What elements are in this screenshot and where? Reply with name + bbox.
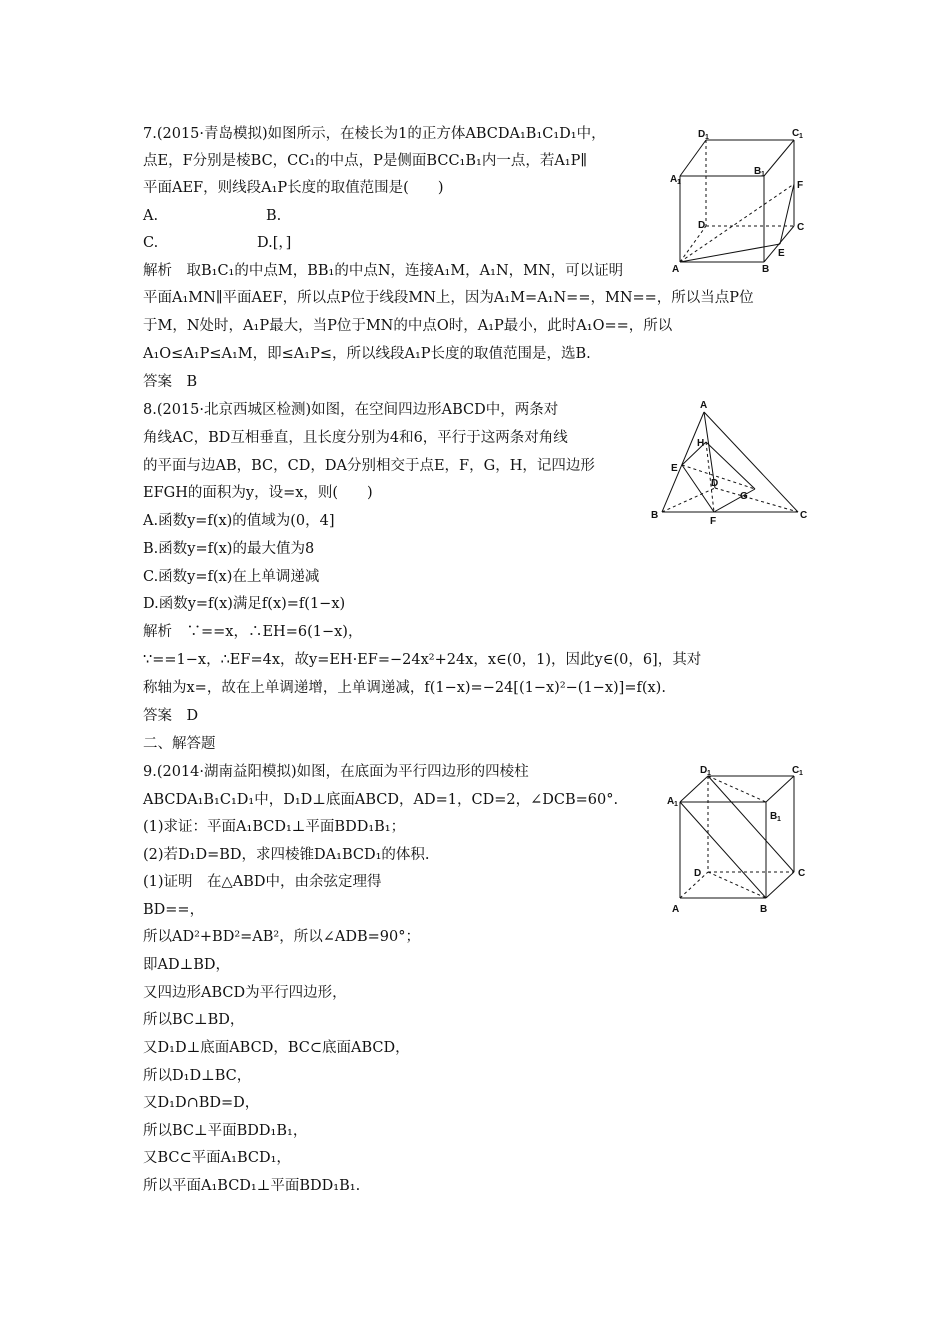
prism-label-b1-sub: 1 xyxy=(777,816,781,823)
q7-analysis-1: 解析 取B₁C₁的中点M，BB₁的中点N，连接A₁M，A₁N，MN，可以证明 xyxy=(143,263,624,279)
tetra-label-c: C xyxy=(800,510,808,521)
q8-option-a: A.函数y=f(x)的值域为(0，4] xyxy=(143,513,335,529)
q9-line-12: 所以D₁D⊥BC， xyxy=(143,1068,252,1084)
q7-line-2: 点E，F分别是棱BC，CC₁的中点，P是侧面BCC₁B₁内一点，若A₁P∥ xyxy=(143,153,588,169)
q7-option-d: D.[，] xyxy=(257,235,292,251)
q8-option-b: B.函数y=f(x)的最大值为8 xyxy=(143,541,315,557)
q9-line-9: 又四边形ABCD为平行四边形， xyxy=(143,985,347,1001)
tetra-label-b: B xyxy=(651,510,659,521)
prism-label-a: A xyxy=(672,904,680,915)
cube-label-a1: A xyxy=(670,174,678,185)
q8-analysis-3: 称轴为x=，故在上单调递增，上单调递减，f(1−x)=−24[(1−x)²−(1−x)]=f(x). xyxy=(143,680,666,696)
q7-option-a: A. xyxy=(143,208,159,224)
q7-analysis-3: 于M，N处时，A₁P最大，当P位于MN的中点O时，A₁P最小，此时A₁O==，所以 xyxy=(143,318,673,334)
cube-label-e: E xyxy=(778,248,785,259)
cube-figure xyxy=(670,120,820,280)
cube-label-a1-sub: 1 xyxy=(677,179,681,186)
prism-label-c1: C xyxy=(792,765,800,776)
prism-label-a1: A xyxy=(667,796,675,807)
q9-line-14: 所以BC⊥平面BDD₁B₁， xyxy=(143,1123,308,1139)
cube-label-b1-sub: 1 xyxy=(761,171,765,178)
cube-label-d: D xyxy=(698,220,706,231)
q9-line-11: 又D₁D⊥底面ABCD，BC⊂底面ABCD， xyxy=(143,1040,410,1056)
q9-line-6: BD==， xyxy=(143,902,205,918)
tetrahedron-figure xyxy=(645,396,815,528)
q8-option-d: D.函数y=f(x)满足f(x)=f(1−x) xyxy=(143,596,346,612)
tetra-label-d: D xyxy=(711,478,719,489)
q9-line-15: 又BC⊂平面A₁BCD₁， xyxy=(143,1150,291,1166)
prism-label-b1: B xyxy=(770,811,778,822)
prism-label-b: B xyxy=(760,904,768,915)
prism-label-d1-sub: 1 xyxy=(707,770,711,777)
q9-line-3: (1)求证：平面A₁BCD₁⊥平面BDD₁B₁； xyxy=(143,819,406,835)
q9-line-5: (1)证明 在△ABD中，由余弦定理得 xyxy=(143,874,382,890)
prism-label-c: C xyxy=(798,868,806,879)
q8-analysis-2: ∵==1−x，∴EF=4x，故y=EH·EF=−24x²+24x，x∈(0，1)，因此y∈(0，6]，其对 xyxy=(143,652,702,668)
q8-line-1: 8.(2015·北京西城区检测)如图，在空间四边形ABCD中，两条对 xyxy=(143,402,559,418)
q7-option-c: C. xyxy=(143,235,159,251)
q9-line-10: 所以BC⊥BD， xyxy=(143,1012,245,1028)
cube-label-a: A xyxy=(672,264,680,275)
cube-label-b: B xyxy=(762,264,770,275)
cube-label-d1-sub: 1 xyxy=(705,134,709,141)
tetra-label-e: E xyxy=(671,463,678,474)
q9-line-2: ABCDA₁B₁C₁D₁中，D₁D⊥底面ABCD，AD=1，CD=2，∠DCB=60°. xyxy=(143,792,619,808)
q9-line-13: 又D₁D∩BD=D， xyxy=(143,1095,260,1111)
prism-figure xyxy=(660,764,820,924)
q9-line-7: 所以AD²+BD²=AB²，所以∠ADB=90°； xyxy=(143,929,420,945)
q7-option-b: B. xyxy=(266,208,282,224)
cube-label-c: C xyxy=(797,222,805,233)
q8-option-c: C.函数y=f(x)在上单调递减 xyxy=(143,569,320,585)
cube-label-f: F xyxy=(797,180,804,191)
cube-label-d1: D xyxy=(698,129,706,140)
q9-line-4: (2)若D₁D=BD，求四棱锥DA₁BCD₁的体积. xyxy=(143,847,430,863)
prism-label-c1-sub: 1 xyxy=(799,770,803,777)
q8-line-2: 角线AC，BD互相垂直，且长度分别为4和6，平行于这两条对角线 xyxy=(143,430,568,446)
tetra-label-g: G xyxy=(740,491,748,502)
cube-label-c1-sub: 1 xyxy=(799,133,803,140)
q8-answer: 答案 D xyxy=(143,708,199,724)
q8-analysis-1: 解析 ∵==x，∴EH=6(1−x)， xyxy=(143,624,363,640)
cube-label-c1: C xyxy=(792,128,800,139)
q7-analysis-2: 平面A₁MN∥平面AEF，所以点P位于线段MN上，因为A₁M=A₁N==，MN==，所以当点P位 xyxy=(143,290,754,306)
prism-label-d: D xyxy=(694,868,702,879)
section-heading: 二、解答题 xyxy=(143,736,216,752)
q7-line-3: 平面AEF，则线段A₁P长度的取值范围是( ) xyxy=(143,180,444,196)
tetra-label-h: H xyxy=(697,438,705,449)
prism-label-a1-sub: 1 xyxy=(674,801,678,808)
q9-line-1: 9.(2014·湖南益阳模拟)如图，在底面为平行四边形的四棱柱 xyxy=(143,764,529,780)
tetra-label-a: A xyxy=(700,400,708,411)
q8-line-3: 的平面与边AB，BC，CD，DA分别相交于点E，F，G，H，记四边形 xyxy=(143,458,595,474)
q9-line-8: 即AD⊥BD， xyxy=(143,957,231,973)
tetra-label-f: F xyxy=(710,516,717,527)
prism-label-d1: D xyxy=(700,765,708,776)
q9-line-16: 所以平面A₁BCD₁⊥平面BDD₁B₁. xyxy=(143,1178,361,1194)
cube-label-b1: B xyxy=(754,166,762,177)
q7-answer: 答案 B xyxy=(143,374,198,390)
q7-analysis-4: A₁O≤A₁P≤A₁M，即≤A₁P≤，所以线段A₁P长度的取值范围是，选B. xyxy=(143,346,591,362)
q8-line-4: EFGH的面积为y，设=x，则( ) xyxy=(143,485,373,501)
q7-line-1: 7.(2015·青岛模拟)如图所示，在棱长为1的正方体ABCDA₁B₁C₁D₁中， xyxy=(143,126,606,142)
